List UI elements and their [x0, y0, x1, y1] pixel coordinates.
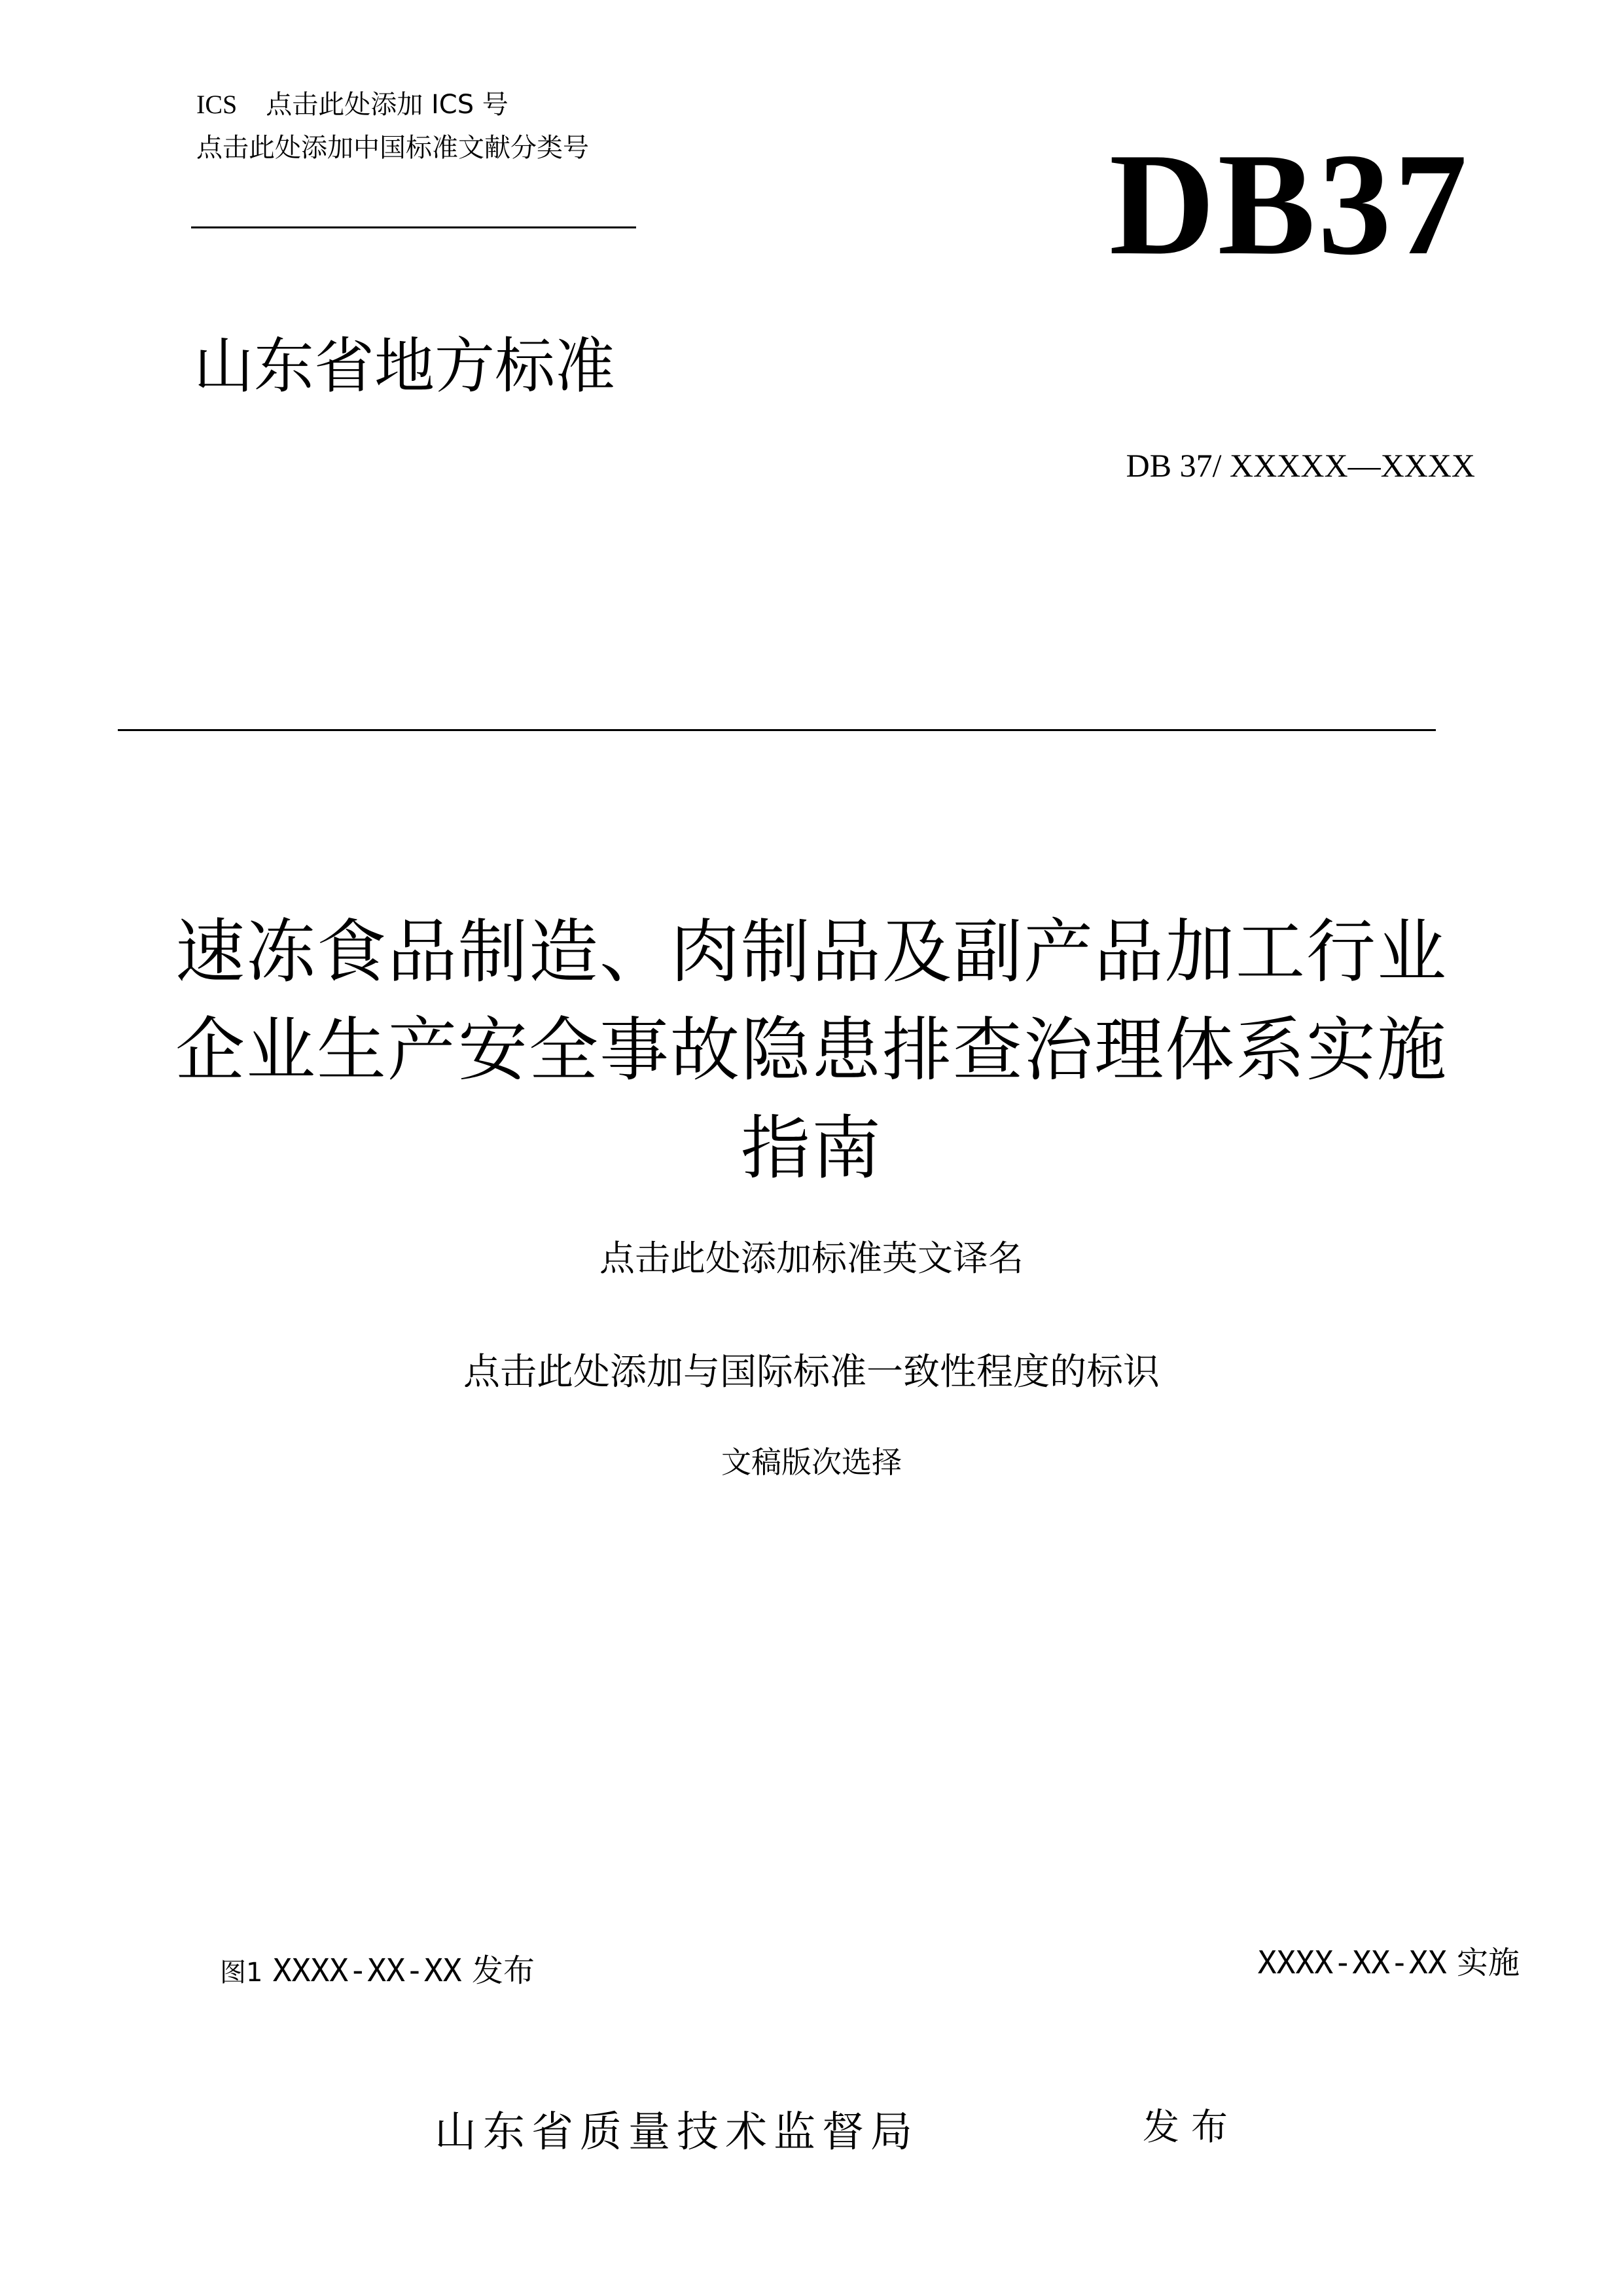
implement-date[interactable]: XXXX-XX-XX	[1257, 1945, 1447, 1981]
english-title-placeholder[interactable]: 点击此处添加标准英文译名	[599, 1238, 1024, 1279]
standard-title[interactable]	[0, 903, 1623, 1198]
title-line-1: 速冻食品制造、肉制品及副产品加工行业	[175, 912, 1448, 992]
ics-line[interactable]	[196, 84, 508, 121]
ics-prefix: ICS	[196, 90, 238, 119]
implement-date-line[interactable]	[1258, 1937, 1520, 1982]
standard-type: 山东省地方标准	[194, 331, 616, 401]
title-line-3: 指南	[741, 1108, 882, 1189]
publish-date[interactable]: XXXX-XX-XX	[272, 1952, 462, 1989]
header-divider-short	[191, 226, 636, 228]
publish-date-line[interactable]	[220, 1945, 535, 1990]
ics-placeholder[interactable]: 点击此处添加 ICS 号	[266, 90, 508, 120]
standard-number[interactable]: DB 37/ XXXXX—XXXX	[1126, 447, 1475, 484]
figure-label: 图1	[220, 1958, 263, 1988]
implement-suffix: 实施	[1456, 1945, 1520, 1981]
ccs-placeholder[interactable]: 点击此处添加中国标准文献分类号	[196, 133, 589, 163]
db-code-logo: DB37	[1109, 123, 1470, 285]
issuing-authority: 山东省质量技术监督局	[435, 2108, 919, 2157]
title-line-2: 企业生产安全事故隐患排查治理体系实施	[175, 1010, 1448, 1090]
draft-version-select[interactable]: 文稿版次选择	[721, 1446, 902, 1479]
publish-suffix: 发布	[471, 1952, 535, 1989]
consistency-placeholder[interactable]: 点击此处添加与国际标准一致性程度的标识	[463, 1352, 1160, 1393]
issue-label: 发布	[1143, 2106, 1240, 2149]
header-divider-long	[118, 729, 1436, 731]
